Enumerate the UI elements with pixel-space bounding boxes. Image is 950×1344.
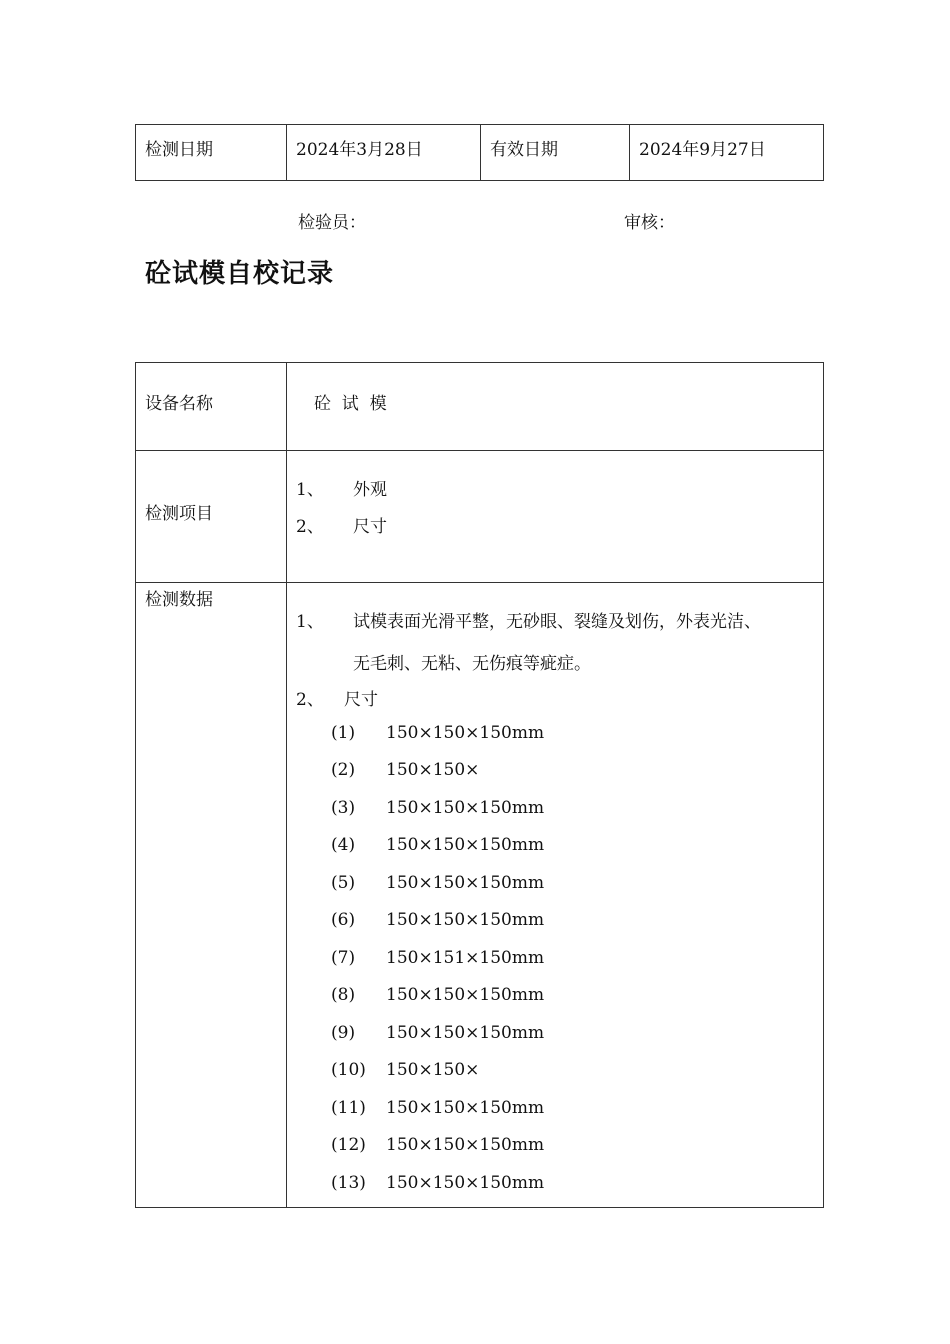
dimension-number: (2) bbox=[331, 760, 356, 780]
valid-date-label-cell bbox=[481, 125, 630, 180]
dimension-number: (7) bbox=[331, 948, 356, 968]
appearance-text-line1: 试模表面光滑平整，无砂眼、裂缝及划伤，外表光洁、 bbox=[353, 612, 761, 632]
dimension-number: (12) bbox=[331, 1135, 366, 1155]
dimension-number: (8) bbox=[331, 985, 356, 1005]
date-table bbox=[135, 124, 824, 181]
test-date-label: 检测日期 bbox=[145, 140, 213, 160]
dimension-value: 150×150×150mm bbox=[386, 910, 545, 930]
reviewer-label: 审核： bbox=[624, 213, 675, 233]
test-data-label: 检测数据 bbox=[145, 590, 213, 610]
dimension-value: 150×151×150mm bbox=[386, 948, 545, 968]
test-item-number: 2、 bbox=[296, 517, 324, 537]
dimension-number: (13) bbox=[331, 1173, 366, 1193]
dimension-number: (11) bbox=[331, 1098, 366, 1118]
test-date-label-cell bbox=[136, 125, 287, 180]
dimension-number: (4) bbox=[331, 835, 356, 855]
valid-date-value-cell bbox=[630, 125, 823, 180]
dimension-number: (3) bbox=[331, 798, 356, 818]
equipment-name-label: 设备名称 bbox=[145, 394, 213, 414]
test-item-number: 1、 bbox=[296, 480, 324, 500]
dimension-value: 150×150×150mm bbox=[386, 1023, 545, 1043]
dimension-value: 150×150×150mm bbox=[386, 873, 545, 893]
test-date-value: 2024年3月28日 bbox=[296, 140, 423, 160]
dimension-value: 150×150×150mm bbox=[386, 723, 545, 743]
row-divider bbox=[136, 582, 823, 583]
dimension-value: 150×150×150mm bbox=[386, 1135, 545, 1155]
test-date-value-cell bbox=[287, 125, 481, 180]
dimension-number: (9) bbox=[331, 1023, 356, 1043]
dimension-value: 150×150×150mm bbox=[386, 835, 545, 855]
row-divider bbox=[136, 450, 823, 451]
test-item-text: 尺寸 bbox=[353, 517, 387, 537]
test-item-text: 外观 bbox=[353, 480, 387, 500]
dimension-value: 150×150×150mm bbox=[386, 985, 545, 1005]
dimension-number: (5) bbox=[331, 873, 356, 893]
equipment-name-value: 砼 试 模 bbox=[314, 394, 387, 414]
dimension-value: 150×150× bbox=[386, 760, 480, 780]
dimension-value: 150×150× bbox=[386, 1060, 480, 1080]
dimension-number: (10) bbox=[331, 1060, 366, 1080]
dimension-value: 150×150×150mm bbox=[386, 1173, 545, 1193]
dimension-heading-number: 2、 bbox=[296, 690, 324, 710]
page-title: 砼试模自校记录 bbox=[145, 259, 335, 289]
dimension-value: 150×150×150mm bbox=[386, 798, 545, 818]
dimension-heading-text: 尺寸 bbox=[344, 690, 378, 710]
dimension-number: (6) bbox=[331, 910, 356, 930]
dimension-number: (1) bbox=[331, 723, 356, 743]
inspector-label: 检验员： bbox=[298, 213, 366, 233]
record-table bbox=[135, 362, 824, 1208]
appearance-number: 1、 bbox=[296, 612, 324, 632]
dimension-value: 150×150×150mm bbox=[386, 1098, 545, 1118]
test-items-label: 检测项目 bbox=[145, 504, 213, 524]
column-divider bbox=[286, 363, 287, 1207]
valid-date-value: 2024年9月27日 bbox=[639, 140, 766, 160]
appearance-text-line2: 无毛刺、无粘、无伤痕等疵症。 bbox=[353, 654, 591, 674]
valid-date-label: 有效日期 bbox=[490, 140, 558, 160]
